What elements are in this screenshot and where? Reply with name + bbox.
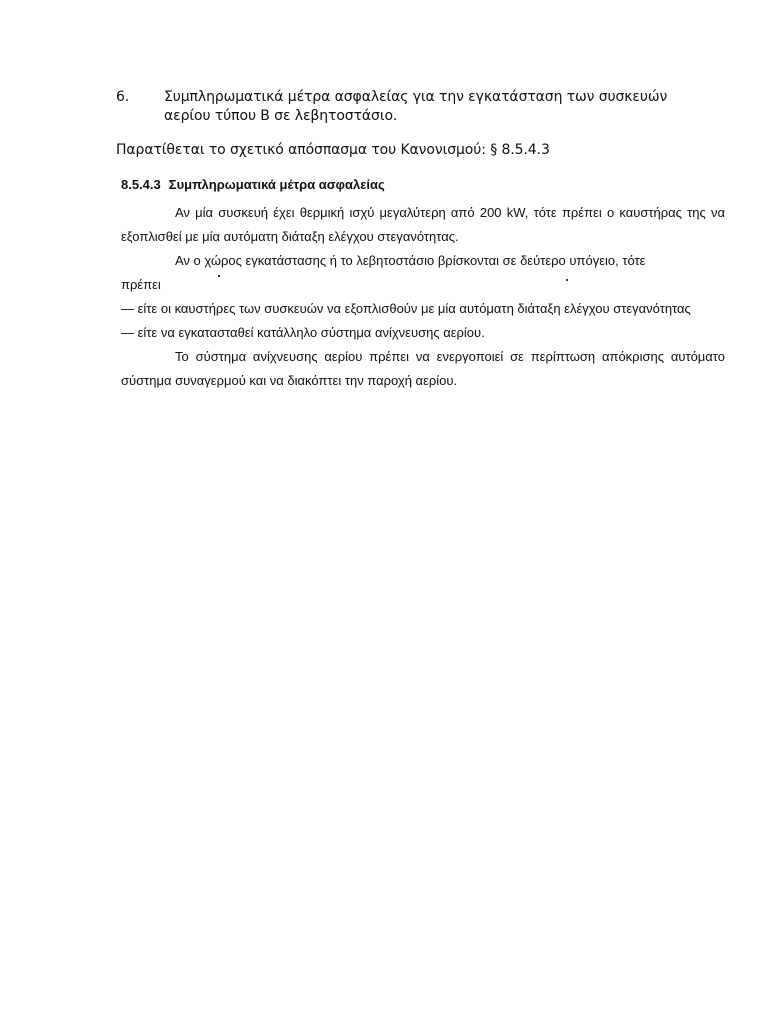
excerpt-bullet-2: — είτε να εγκατασταθεί κατάλληλο σύστημα ανίχνευσης αερίου. bbox=[121, 325, 485, 340]
regulation-excerpt bbox=[121, 177, 725, 393]
excerpt-heading-title: Συμπληρωματικά μέτρα ασφαλείας bbox=[168, 177, 385, 192]
excerpt-paragraph-3: Το σύστημα ανίχνευσης αερίου πρέπει να ενεργοποιεί σε περίπτωση απόκρισης αυτόματο σύστημα συναγερμού και να διακόπτει την παροχή αερίου. bbox=[121, 349, 725, 388]
scan-speck bbox=[566, 279, 568, 281]
intro-text: Παρατίθεται το σχετικό απόσπασμα του Κανονισμού: § 8.5.4.3 bbox=[116, 142, 550, 158]
excerpt-paragraph-1: Αν μία συσκευή έχει θερμική ισχύ μεγαλύτερη από 200 kW, τότε πρέπει ο καυστήρας της να εξοπλισθεί με μία αυτόματη διάταξη ελέγχου στεγανότητας. bbox=[121, 205, 725, 244]
section-title bbox=[164, 88, 676, 126]
section-number: 6. bbox=[116, 89, 130, 105]
excerpt-heading bbox=[121, 177, 725, 193]
section-title-line2: αερίου τύπου Β σε λεβητοστάσιο. bbox=[164, 108, 398, 124]
scan-speck bbox=[218, 275, 220, 277]
excerpt-bullet-1: — είτε οι καυστήρες των συσκευών να εξοπλισθούν με μία αυτόματη διάταξη ελέγχου στεγανότητας bbox=[121, 301, 691, 316]
excerpt-paragraph-2-line-2 bbox=[121, 273, 725, 297]
excerpt-heading-number: 8.5.4.3 bbox=[121, 177, 161, 192]
section-title-line1: Συμπληρωματικά μέτρα ασφαλείας για την εγκατάσταση των συσκευών bbox=[164, 89, 668, 105]
excerpt-paragraph-2-word: πρέπει bbox=[121, 277, 161, 292]
excerpt-paragraph-2-line-1: Αν ο χώρος εγκατάστασης ή το λεβητοστάσιο βρίσκονται σε δεύτερο υπόγειο, τότε bbox=[175, 253, 646, 268]
